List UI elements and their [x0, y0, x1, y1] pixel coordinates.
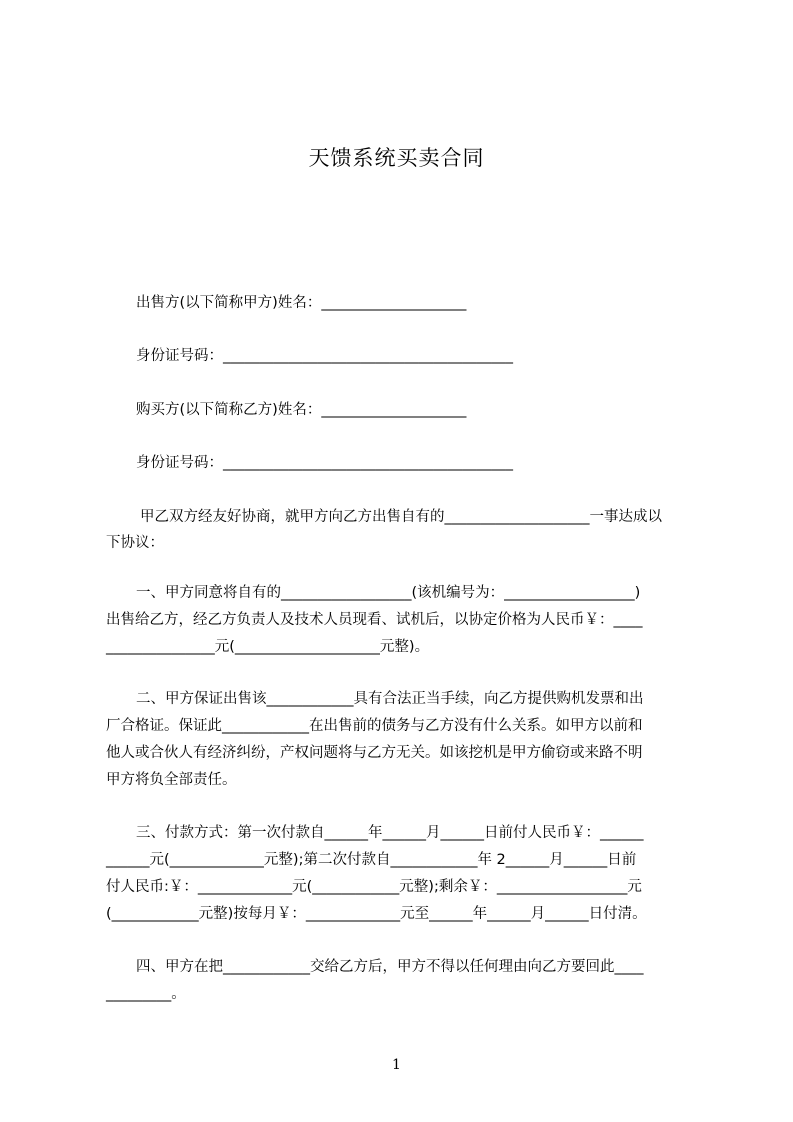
preamble-line-1: 甲乙双方经友好协商，就甲方向乙方出售自有的____________________一事达成以 — [140, 509, 662, 525]
clause-3-line-3: 付人民币:￥：_____________元(____________元整);剩余￥：__________________元 — [106, 879, 642, 895]
seller-id-line: 身份证号码：________________________________________ — [136, 348, 513, 364]
page-title: 天馈系统买卖合同 — [308, 146, 485, 170]
clause-3-line-4: (____________元整)按每月￥：_____________元至______年______月______日付清。 — [106, 906, 647, 922]
clause-4-line-1: 四、甲方在把____________交给乙方后，甲方不得以任何理由向乙方要回此____ — [136, 959, 644, 975]
buyer-name-line: 购买方(以下简称乙方)姓名：____________________ — [136, 402, 467, 418]
clause-3-line-2: ______元(_____________元整);第二次付款自____________年 2______月______日前 — [106, 852, 637, 868]
clause-1-line-3: _______________元(____________________元整)。 — [106, 639, 430, 655]
buyer-id-line: 身份证号码：________________________________________ — [136, 455, 513, 471]
clause-1-line-2: 出售给乙方，经乙方负责人及技术人员现看、试机后，以协定价格为人民币￥：____ — [106, 612, 643, 628]
page-number: 1 — [392, 1057, 401, 1073]
clause-2-line-2: 厂合格证。保证此____________在出售前的债务与乙方没有什么关系。如甲方以前和 — [106, 718, 643, 734]
clause-2-line-3: 他人或合伙人有经济纠纷，产权问题将与乙方无关。如该挖机是甲方偷窃或来路不明 — [106, 745, 643, 761]
clause-2-line-1: 二、甲方保证出售该____________具有合法正当手续，向乙方提供购机发票和出 — [136, 691, 644, 707]
clause-1-line-1: 一、甲方同意将自有的__________________(该机编号为：__________________) — [136, 585, 641, 601]
preamble-line-2: 下协议： — [106, 535, 164, 551]
clause-4-line-2: _________。 — [106, 986, 186, 1002]
clause-2-line-4: 甲方将负全部责任。 — [106, 772, 237, 788]
seller-name-line: 出售方(以下简称甲方)姓名：____________________ — [136, 295, 467, 311]
clause-3-line-1: 三、付款方式：第一次付款自______年______月______日前付人民币￥：______ — [136, 825, 644, 841]
